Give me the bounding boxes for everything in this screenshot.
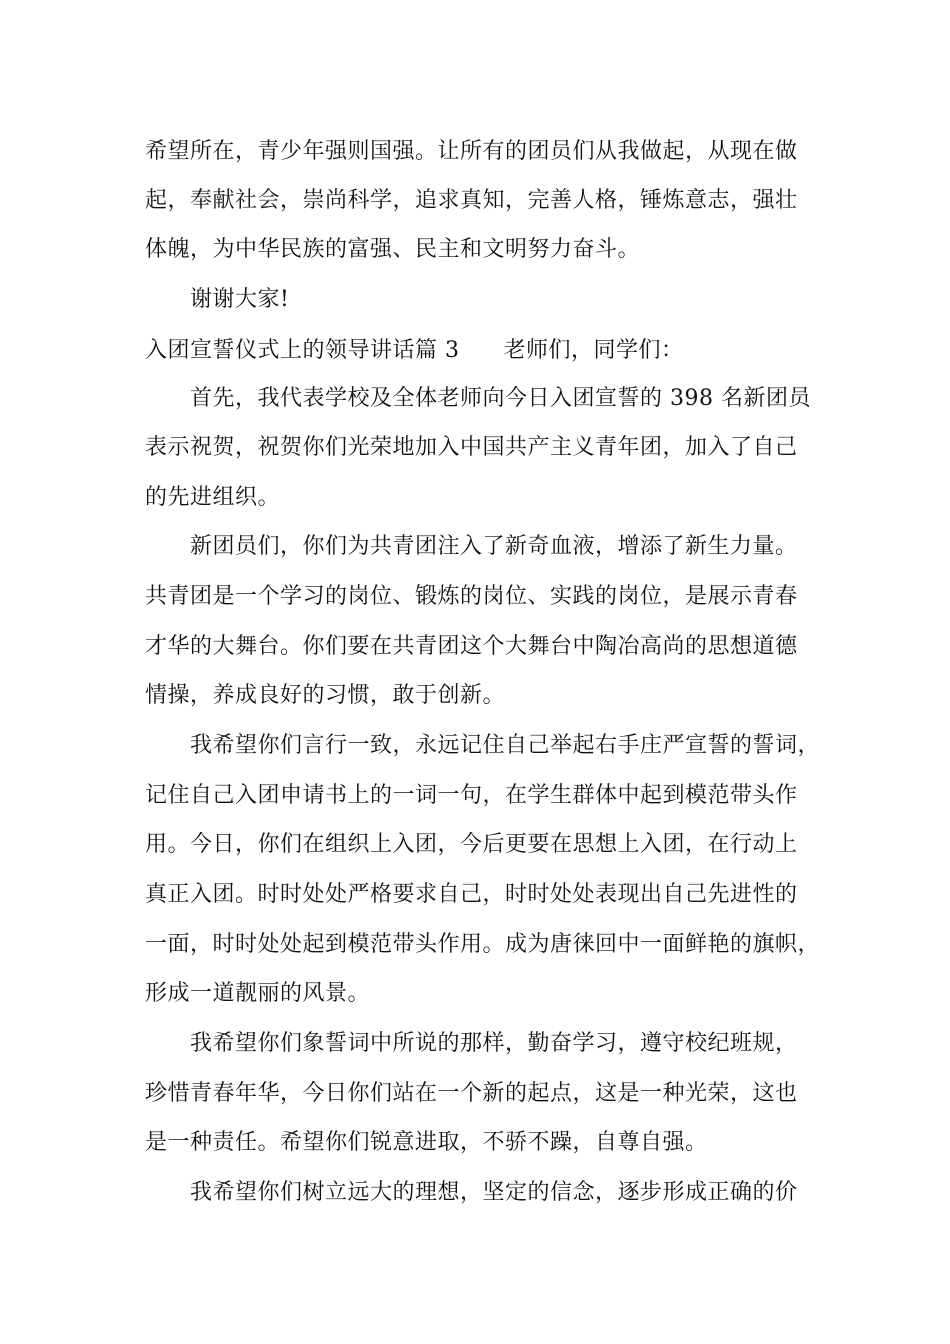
paragraph-line: 的先进组织。 — [145, 485, 281, 510]
salutation: 老师们，同学们： — [503, 338, 684, 363]
paragraph-line: 体魄，为中华民族的富强、民主和文明努力奋斗。 — [145, 237, 641, 262]
paragraph-line: 记住自己入团申请书上的一词一句，在学生群体中起到模范带头作 — [145, 783, 798, 808]
paragraph-line: 起，奉献社会，崇尚科学，追求真知，完善人格，锤炼意志，强壮 — [145, 188, 798, 213]
paragraph-line: 是一种责任。希望你们锐意进取，不骄不躁，自尊自强。 — [145, 1130, 708, 1155]
paragraph-line: 共青团是一个学习的岗位、锻炼的岗位、实践的岗位，是展示青春 — [145, 584, 798, 609]
section-heading-row — [145, 336, 684, 366]
paragraph-line: 才华的大舞台。你们要在共青团这个大舞台中陶冶高尚的思想道德 — [145, 634, 798, 659]
paragraph-line: 我希望你们言行一致，永远记住自己举起右手庄严宣誓的誓词， — [190, 733, 821, 758]
paragraph-line: 用。今日，你们在组织上入团，今后更要在思想上入团，在行动上 — [145, 832, 798, 857]
closing-thanks: 谢谢大家! — [190, 287, 290, 312]
paragraph-line: 首先，我代表学校及全体老师向今日入团宣誓的 398 名新团员 — [190, 386, 811, 411]
paragraph-line: 形成一道靓丽的风景。 — [145, 981, 371, 1006]
paragraph-line: 新团员们，你们为共青团注入了新奇血液，增添了新生力量。 — [190, 534, 798, 559]
paragraph-line: 我希望你们树立远大的理想，坚定的信念，逐步形成正确的价 — [190, 1180, 798, 1205]
paragraph-line: 真正入团。时时处处严格要求自己，时时处处表现出自己先进性的 — [145, 882, 798, 907]
paragraph-line: 一面，时时处处起到模范带头作用。成为唐徕回中一面鲜艳的旗帜， — [145, 932, 821, 957]
paragraph-line: 我希望你们象誓词中所说的那样，勤奋学习，遵守校纪班规， — [190, 1031, 798, 1056]
section-heading: 入团宣誓仪式上的领导讲话篇 3 — [145, 338, 460, 363]
paragraph-line: 希望所在，青少年强则国强。让所有的团员们从我做起，从现在做 — [145, 139, 798, 164]
paragraph-line: 情操，养成良好的习惯，敢于创新。 — [145, 683, 506, 708]
paragraph-line: 表示祝贺，祝贺你们光荣地加入中国共产主义青年团，加入了自己 — [145, 435, 798, 460]
paragraph-line: 珍惜青春年华，今日你们站在一个新的起点，这是一种光荣，这也 — [145, 1081, 798, 1106]
